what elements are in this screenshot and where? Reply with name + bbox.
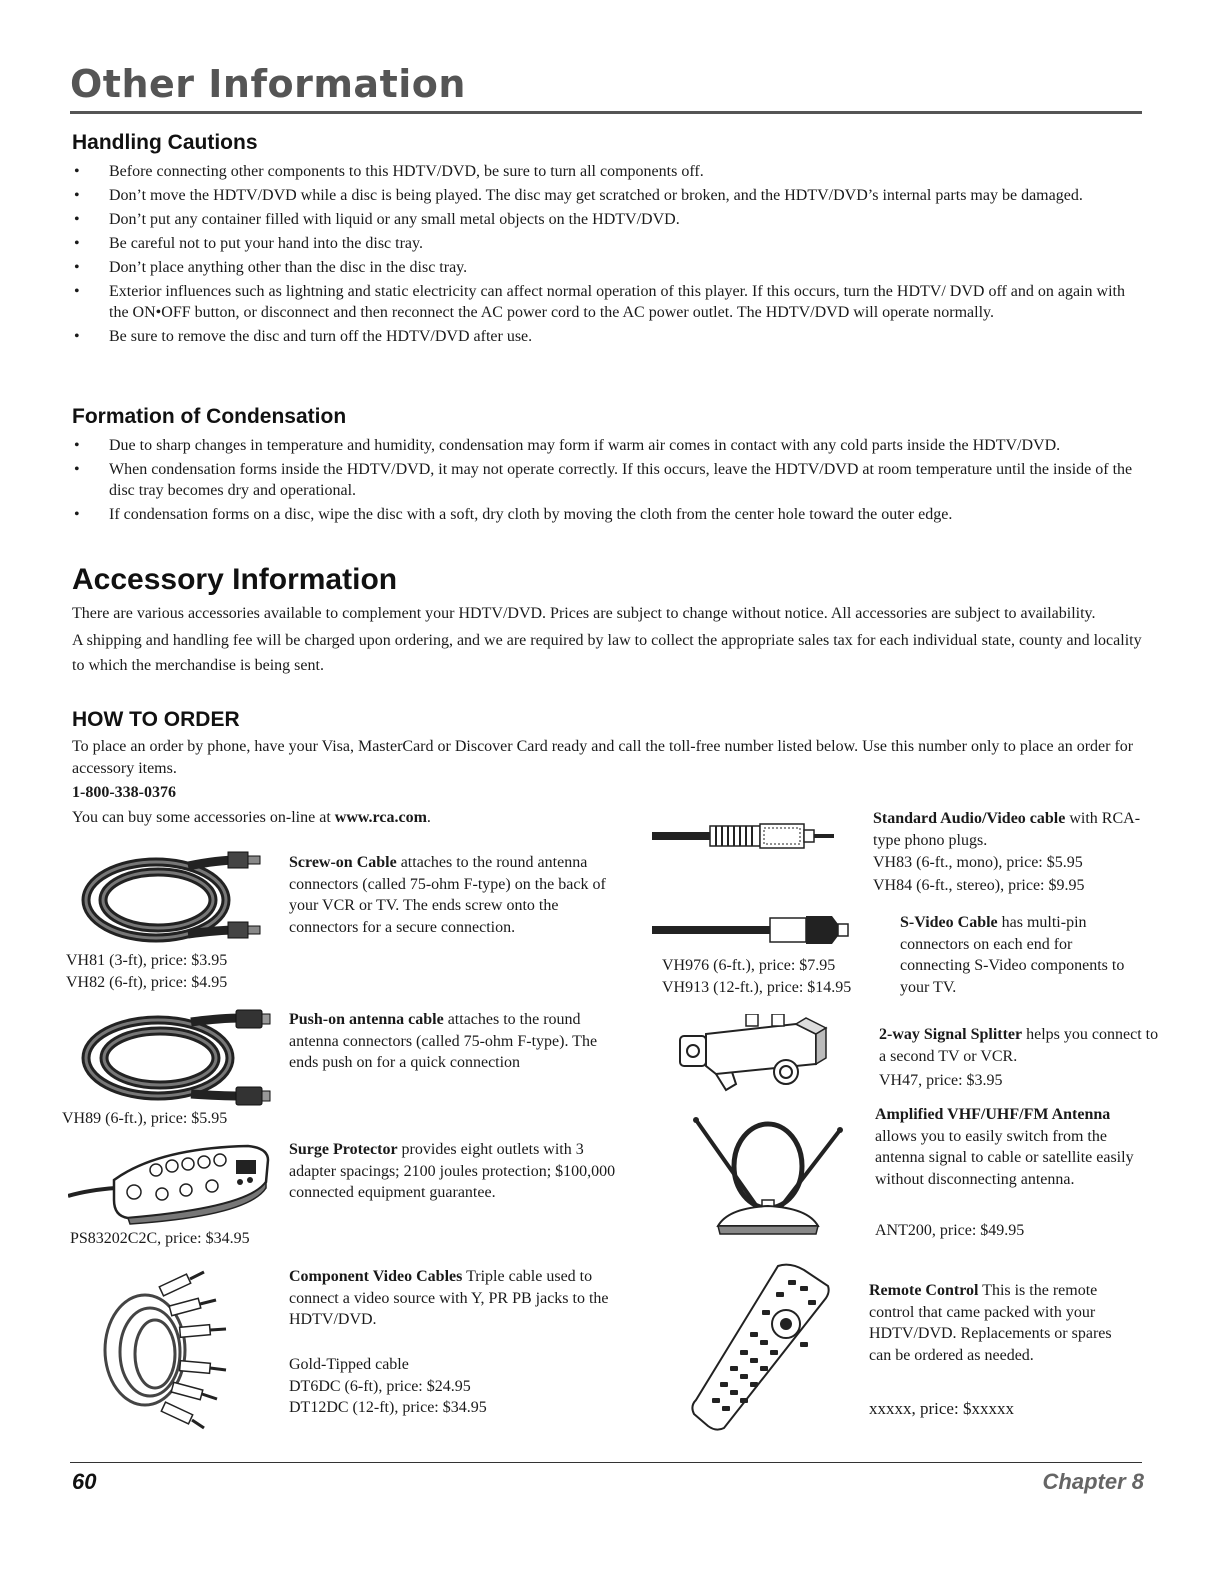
screw-on-cable-image [78, 848, 268, 948]
s-video-cable-codes: VH976 (6-ft.), price: $7.95 VH913 (12-ft.), price: $14.95 [662, 957, 852, 996]
page-number: 60 [72, 1469, 97, 1494]
list-item: • Be sure to remove the disc and turn off the HDTV/DVD after use. [74, 328, 533, 345]
push-on-cable-description: Push-on antenna cable attaches to the round antenna connectors (called 75-ohm F-type). The ends push on for a quick connection [289, 1011, 598, 1071]
list-item: • Be careful not to put your hand into the disc tray. [74, 235, 423, 252]
order-online: You can buy some accessories on-line at www.rca.com. [72, 809, 431, 826]
signal-splitter-image [676, 1014, 836, 1094]
accessory-shipping-note: A shipping and handling fee will be charged upon ordering, and we are required by law to collect the appropriate sales tax for each individual state, county and locality to which the merchandise is being sent. [72, 632, 1142, 674]
av-cable-description: Standard Audio/Video cable with RCA-type phono plugs. VH83 (6-ft., mono), price: $5.95 VH84 (6-ft., stereo), price: $9.95 [873, 810, 1141, 894]
s-video-cable-description: S-Video Cable has multi-pin connectors on each end for connecting S-Video components to your TV. [900, 914, 1125, 996]
list-item: • Don’t move the HDTV/DVD while a disc is being played. The disc may get scratched or broken, and the HDTV/DVD’s internal parts may be damaged. [74, 187, 1083, 204]
surge-protector-description: Surge Protector provides eight outlets with 3 adapter spacings; 2100 joules protection; $100,000 connected equipment guarantee. [289, 1141, 616, 1201]
remote-control-description: Remote Control This is the remote control that came packed with your HDTV/DVD. Replacements or spares can be ordered as needed. [869, 1282, 1112, 1364]
push-on-cable-codes: VH89 (6-ft.), price: $5.95 [62, 1110, 228, 1127]
list-item: • Due to sharp changes in temperature and humidity, condensation may form if warm air comes in contact with any cold parts inside the HDTV/DVD. [74, 437, 1061, 454]
page-title: Other Information [70, 62, 466, 106]
how-to-order-heading: HOW TO ORDER [72, 708, 240, 731]
component-video-cables-description: Component Video Cables Triple cable used to connect a video source with Y, PR PB jacks to the HDTV/DVD. [289, 1268, 609, 1328]
component-video-cables-codes: Gold-Tipped cable DT6DC (6-ft), price: $24.95 DT12DC (12-ft), price: $34.95 [289, 1356, 487, 1416]
condensation-section [72, 405, 1142, 528]
list-item: • If condensation forms on a disc, wipe the disc with a soft, dry cloth by moving the cloth from the center hole toward the outer edge. [74, 506, 953, 523]
handling-cautions-section [72, 131, 1142, 350]
order-phone: 1-800-338-0376 [72, 784, 176, 801]
screw-on-cable-description: Screw-on Cable attaches to the round antenna connectors (called 75-ohm F-type) on the back of your VCR or TV. The ends screw onto the connectors for a secure connection. [289, 854, 606, 936]
order-instructions: To place an order by phone, have your Visa, MasterCard or Discover Card ready and call the toll-free number listed below. Use this number only to place an order for accessory items. [72, 738, 1134, 777]
title-divider [70, 111, 1142, 114]
surge-protector-image [68, 1138, 278, 1228]
condensation-list [72, 435, 1142, 525]
list-item: • Exterior influences such as lightning and static electricity can affect normal operation of this player. If this occurs, turn the HDTV/ DVD off and on again with the ON•OFF button, or disconnect and then reconnect the AC power cord to the AC power outlet. The HDTV/DVD will operate normally. [74, 283, 1125, 321]
screw-on-cable-codes: VH81 (3-ft), price: $3.95 VH82 (6-ft), price: $4.95 [66, 952, 228, 991]
handling-cautions-list [72, 161, 1142, 347]
rca-website-link[interactable]: www.rca.com [334, 809, 427, 826]
list-item: • Don’t put any container filled with liquid or any small metal objects on the HDTV/DVD. [74, 211, 680, 228]
antenna-description: Amplified VHF/UHF/FM Antenna allows you to easily switch from the antenna signal to cable or satellite easily without disconnecting antenna. [875, 1106, 1134, 1188]
footer-divider [70, 1462, 1142, 1463]
remote-control-codes: xxxxx, price: $xxxxx [869, 1399, 1014, 1418]
remote-control-image [690, 1262, 830, 1432]
s-video-cable-image [652, 912, 872, 948]
av-cable-image [652, 818, 867, 854]
component-video-cables-image [100, 1270, 240, 1430]
condensation-heading: Formation of Condensation [72, 405, 347, 428]
list-item: • Before connecting other components to this HDTV/DVD, be sure to turn all components off. [74, 163, 704, 180]
handling-cautions-heading: Handling Cautions [72, 131, 258, 154]
list-item: • Don’t place anything other than the disc in the disc tray. [74, 259, 468, 276]
signal-splitter-description: 2-way Signal Splitter helps you connect to a second TV or VCR. VH47, price: $3.95 [879, 1026, 1159, 1089]
surge-protector-codes: PS83202C2C, price: $34.95 [70, 1230, 250, 1247]
antenna-image [688, 1108, 848, 1238]
push-on-cable-image [76, 1008, 276, 1108]
accessory-heading: Accessory Information [72, 563, 398, 596]
chapter-label: Chapter 8 [1042, 1469, 1144, 1494]
accessory-intro: There are various accessories available to complement your HDTV/DVD. Prices are subject to change without notice. All accessories are subject to availability. [72, 605, 1096, 622]
accessory-section [72, 563, 1142, 678]
antenna-codes: ANT200, price: $49.95 [875, 1222, 1025, 1239]
list-item: • When condensation forms inside the HDTV/DVD, it may not operate correctly. If this occurs, leave the HDTV/DVD at room temperature until the inside of the disc tray becomes dry and operational. [74, 461, 1133, 499]
